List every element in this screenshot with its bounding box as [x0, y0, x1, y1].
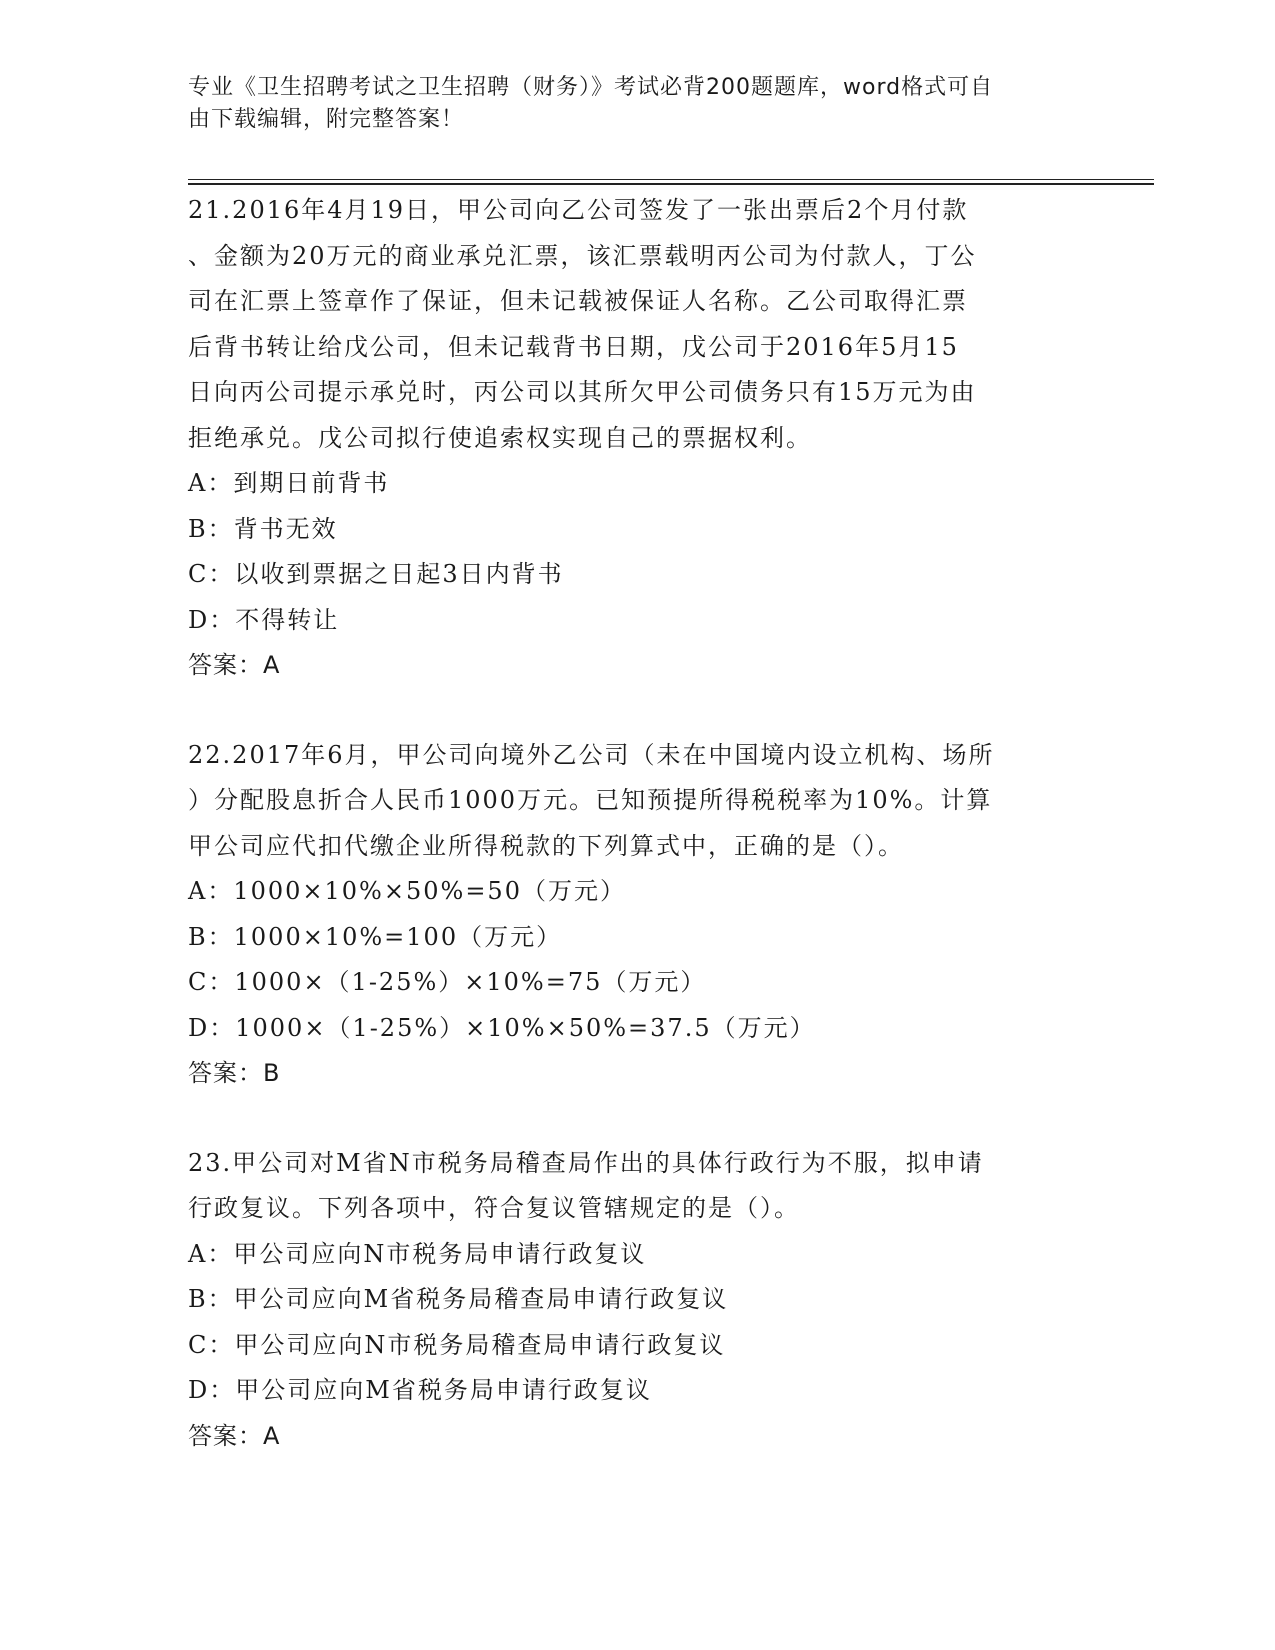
option-d: D：不得转让 — [188, 605, 340, 634]
question-stem-line: 拒绝承兑。戊公司拟行使追索权实现自己的票据权利。 — [188, 423, 812, 452]
option-d: D：甲公司应向M省税务局申请行政复议 — [188, 1376, 652, 1404]
question-spacer — [188, 1097, 1088, 1141]
header-line-2: 由下载编辑，附完整答案！ — [188, 107, 465, 132]
question-stem-line: 后背书转让给戊公司，但未记载背书日期，戊公司于2016年5月15 — [188, 332, 959, 361]
question-stem-line: 21.2016年4月19日，甲公司向乙公司签发了一张出票后2个月付款 — [188, 196, 969, 224]
question-spacer — [188, 689, 1088, 733]
option-a: A：到期日前背书 — [188, 469, 390, 497]
question-22 — [188, 733, 1088, 1097]
option-a: A：1000×10%×50%=50（万元） — [188, 877, 626, 905]
option-c: C：以收到票据之日起3日内背书 — [188, 560, 564, 588]
document-header — [188, 72, 1088, 136]
option-d: D：1000×（1-25%）×10%×50%=37.5（万元） — [188, 1013, 816, 1042]
option-c: C：甲公司应向N市税务局稽查局申请行政复议 — [188, 1330, 726, 1359]
answer-label: 答案：B — [188, 1059, 281, 1087]
header-line-1: 专业《卫生招聘考试之卫生招聘（财务）》考试必背200题题库，word格式可自 — [188, 75, 994, 100]
answer-label: 答案：A — [188, 651, 281, 679]
question-stem-line: 日向丙公司提示承兑时，丙公司以其所欠甲公司债务只有15万元为由 — [188, 378, 977, 406]
answer-label: 答案：A — [188, 1421, 281, 1450]
header-divider-thin — [188, 179, 1154, 180]
header-divider-thick — [188, 183, 1154, 185]
option-b: B：1000×10%=100（万元） — [188, 922, 563, 951]
option-b: B：背书无效 — [188, 514, 338, 543]
question-stem-line: 行政复议。下列各项中，符合复议管辖规定的是（）。 — [188, 1194, 800, 1222]
option-c: C：1000×（1-25%）×10%=75（万元） — [188, 968, 707, 996]
question-23 — [188, 1141, 1088, 1460]
question-stem-line: 22.2017年6月，甲公司向境外乙公司（未在中国境内设立机构、场所 — [188, 740, 995, 769]
question-stem-line: 甲公司应代扣代缴企业所得税款的下列算式中，正确的是（）。 — [188, 831, 904, 860]
question-stem-line: 司在汇票上签章作了保证，但未记载被保证人名称。乙公司取得汇票 — [188, 287, 968, 315]
question-21 — [188, 188, 1088, 689]
question-list — [188, 188, 1088, 1459]
option-a: A：甲公司应向N市税务局申请行政复议 — [188, 1239, 647, 1268]
option-b: B：甲公司应向M省税务局稽查局申请行政复议 — [188, 1285, 729, 1313]
question-stem-line: 、金额为20万元的商业承兑汇票，该汇票载明丙公司为付款人，丁公 — [188, 241, 977, 270]
question-stem-line: ）分配股息折合人民币1000万元。已知预提所得税税率为10%。计算 — [188, 786, 993, 814]
question-stem-line: 23.甲公司对M省N市税务局稽查局作出的具体行政行为不服，拟申请 — [188, 1148, 984, 1177]
